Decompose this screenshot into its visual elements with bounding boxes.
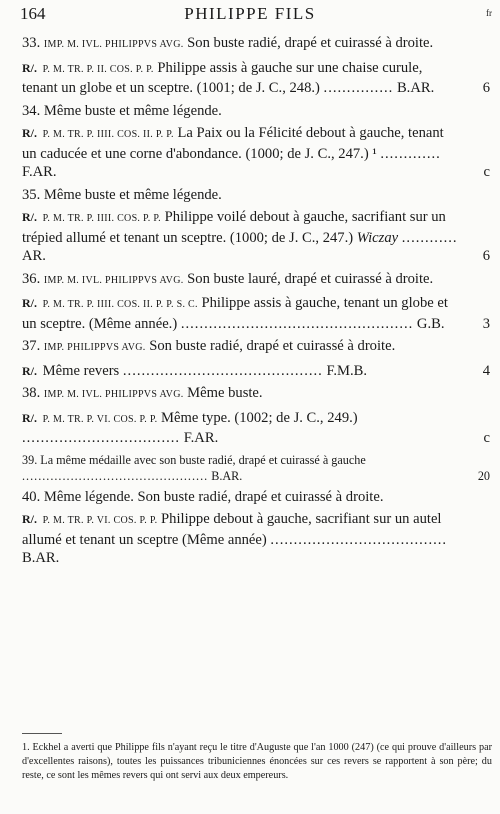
- leader-dots: ......................................: [270, 531, 448, 548]
- entry-text: Son buste radié, drapé et cuirassé à droite.: [187, 35, 434, 51]
- entry-number: 34.: [22, 102, 41, 119]
- rarity: 20: [477, 468, 490, 483]
- entry-text: Philippe voilé debout à gauche, sacrifiant sur un trépied allumé et tenant un sceptre. (1000; de J. C., 247.): [22, 209, 446, 246]
- metal-code: F.AR.: [22, 164, 57, 180]
- rarity: 3: [482, 315, 490, 332]
- reverse-mark: R/.: [22, 512, 37, 526]
- entry-40-reverse: [22, 510, 490, 568]
- reverse-mark: R/.: [22, 296, 37, 310]
- metal-code: B.AR.: [396, 80, 435, 96]
- reference-author: Wiczay: [356, 229, 399, 246]
- rarity: c: [483, 164, 490, 180]
- entry-37: [22, 337, 490, 358]
- legend: P. M. TR. P. IIII. COS. P. P.: [42, 213, 161, 224]
- entry-38-reverse: [22, 409, 490, 448]
- leader-dots: .............: [380, 145, 441, 162]
- entry-number: 35.: [22, 186, 41, 203]
- legend: IMP. M. IVL. PHILIPPVS AVG.: [43, 274, 184, 286]
- page-header: [0, 4, 500, 26]
- entry-36-reverse: [22, 294, 490, 333]
- entry-text: Même légende. Son buste radié, drapé et cuirassé à droite.: [43, 488, 384, 505]
- corner-mark: fr: [486, 8, 492, 18]
- entry-text: Philippe assis à gauche, tenant un globe et un sceptre. (Même année.): [22, 295, 448, 332]
- entry-35-reverse: [22, 208, 490, 266]
- legend: P. M. TR. P. VI. COS. P. P.: [42, 515, 158, 526]
- entry-text: Même type. (1002; de J. C., 249.): [161, 409, 358, 426]
- entry-text: Philippe debout à gauche, sacrifiant sur un autel allumé et tenant un sceptre (Même année): [22, 511, 442, 548]
- rarity: 4: [482, 362, 490, 379]
- entry-text: Philippe assis à gauche sur une chaise curule, tenant un globe et un sceptre. (1001; de J. C., 248.): [22, 59, 423, 96]
- reverse-mark: R/.: [22, 410, 37, 425]
- entry-40: [22, 488, 490, 507]
- reverse-mark: R/.: [22, 210, 37, 224]
- entry-36: [22, 270, 490, 291]
- entry-number: 39.: [22, 452, 38, 467]
- entry-number: 33.: [22, 35, 41, 51]
- metal-code: AR.: [22, 248, 46, 264]
- legend: P. M. TR. P. IIII. COS. II. P. P. S. C.: [42, 299, 198, 310]
- legend: IMP. M. IVL. PHILIPPVS AVG.: [43, 389, 184, 400]
- entry-text: La même médaille avec son buste radié, drapé et cuirassé à gauche: [40, 452, 366, 467]
- leader-dots: ..................................................: [180, 315, 414, 332]
- legend: P. M. TR. P. IIII. COS. II. P. P.: [42, 129, 174, 140]
- catalogue-entries: [22, 34, 490, 572]
- page-title: PHILIPPE FILS: [184, 4, 316, 23]
- leader-dots: ............: [401, 229, 458, 246]
- entry-text: Même buste et même légende.: [43, 102, 222, 119]
- leader-dots: ...........................................: [122, 362, 323, 379]
- entry-37-reverse: [22, 362, 490, 381]
- metal-code: G.B.: [416, 315, 445, 332]
- entry-38: [22, 384, 490, 405]
- entry-text: Même buste.: [187, 385, 263, 401]
- entry-number: 38.: [22, 385, 41, 401]
- footnote: 1. Eckhel a averti que Philippe fils n'ayant reçu le titre d'Auguste que l'an 1000 (247) (ce qui prouve d'ailleurs par d'excellentes raisons), toutes les puissances tribuniciennes énoncées sur ces revers se rapportent à son père; du reste, ce sont les mêmes revers qui ont servi aux deux empereurs.: [22, 742, 492, 781]
- metal-code: F.M.B.: [326, 362, 368, 379]
- legend: P. M. TR. P. VI. COS. P. P.: [42, 413, 158, 425]
- rarity: c: [483, 430, 490, 446]
- leader-dots: ...............: [323, 80, 394, 96]
- metal-code: B.AR.: [22, 550, 60, 566]
- legend: IMP. M. IVL. PHILIPPVS AVG.: [43, 39, 184, 50]
- entry-text: Son buste radié, drapé et cuirassé à droite.: [149, 338, 396, 354]
- leader-dots: ..................................: [22, 430, 181, 446]
- entry-number: 36.: [22, 270, 41, 287]
- entry-text: Même revers: [42, 362, 120, 379]
- entry-34-reverse: [22, 124, 490, 182]
- reverse-mark: R/.: [22, 126, 37, 140]
- reverse-mark: R/.: [22, 60, 37, 75]
- entry-33: [22, 34, 490, 55]
- entry-text: Son buste lauré, drapé et cuirassé à droite.: [187, 270, 434, 287]
- legend: P. M. TR. P. II. COS. P. P.: [42, 63, 154, 75]
- entry-text: La Paix ou la Félicité debout à gauche, tenant un caducée et une corne d'abondance. (1000; de J. C., 247.) ¹: [22, 125, 444, 162]
- entry-35: [22, 186, 490, 205]
- rarity: 6: [482, 80, 490, 96]
- footnote-rule: [22, 733, 62, 734]
- entry-39: [22, 452, 490, 484]
- leader-dots: ..............................................: [22, 468, 209, 483]
- page-number: 164: [20, 4, 46, 23]
- metal-code: F.AR.: [183, 430, 219, 446]
- legend: IMP. PHILIPPVS AVG.: [43, 342, 146, 353]
- entry-text: Même buste et même légende.: [43, 186, 222, 203]
- entry-33-reverse: [22, 59, 490, 98]
- reverse-mark: R/.: [22, 363, 37, 378]
- entry-number: 40.: [22, 488, 41, 505]
- metal-code: B.AR.: [211, 468, 243, 483]
- entry-34: [22, 102, 490, 121]
- rarity: 6: [482, 248, 490, 264]
- entry-number: 37.: [22, 338, 41, 354]
